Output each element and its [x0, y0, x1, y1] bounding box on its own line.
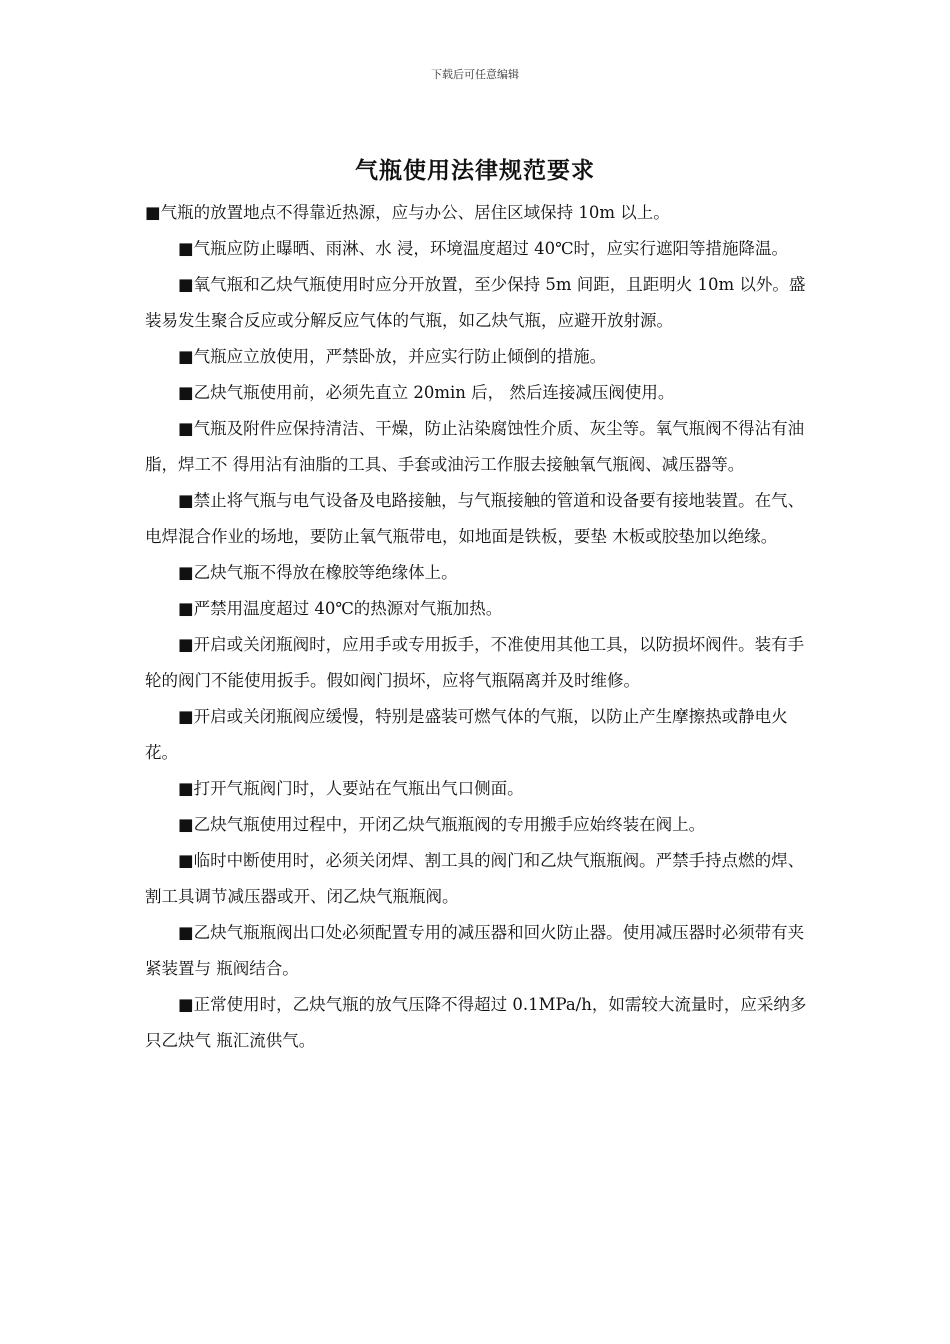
paragraph-10: ■开启或关闭瓶阀时，应用手或专用扳手，不准使用其他工具，以防损坏阀件。装有手轮的阀门不能使用扳手。假如阀门损坏，应将气瓶隔离并及时维修。 [145, 635, 805, 690]
paragraph-5: ■乙炔气瓶使用前，必须先直立 20min 后， 然后连接减压阀使用。 [178, 383, 675, 402]
paragraph-12: ■打开气瓶阀门时，人要站在气瓶出气口侧面。 [178, 779, 524, 798]
paragraph-2: ■气瓶应防止曝晒、雨淋、水 浸，环境温度超过 40℃时，应实行遮阳等措施降温。 [178, 239, 789, 258]
paragraph-9: ■严禁用温度超过 40℃的热源对气瓶加热。 [178, 599, 503, 618]
paragraph-16: ■正常使用时，乙炔气瓶的放气压降不得超过 0.1MPa/h，如需较大流量时，应采纳多只乙炔气 瓶汇流供气。 [145, 995, 807, 1050]
paragraph-6: ■气瓶及附件应保持清洁、干燥，防止沾染腐蚀性介质、灰尘等。氧气瓶阀不得沾有油脂，焊工不 得用沾有油脂的工具、手套或油污工作服去接触氧气瓶阀、减压器等。 [145, 419, 805, 474]
document-title: 气瓶使用法律规范要求 [355, 158, 595, 184]
paragraph-14: ■临时中断使用时，必须关闭焊、割工具的阀门和乙炔气瓶瓶阀。严禁手持点燃的焊、割工具调节减压器或开、闭乙炔气瓶瓶阀。 [145, 851, 805, 906]
paragraph-8: ■乙炔气瓶不得放在橡胶等绝缘体上。 [178, 563, 458, 582]
paragraph-1: ■气瓶的放置地点不得靠近热源，应与办公、居住区域保持 10m 以上。 [145, 203, 670, 222]
paragraph-11: ■开启或关闭瓶阀应缓慢，特别是盛装可燃气体的气瓶，以防止产生摩擦热或静电火花。 [145, 707, 788, 762]
paragraph-15: ■乙炔气瓶瓶阀出口处必须配置专用的减压器和回火防止器。使用减压器时必须带有夹紧装置与 瓶阀结合。 [145, 923, 805, 978]
header-note: 下载后可任意编辑 [431, 68, 519, 81]
paragraph-7: ■禁止将气瓶与电气设备及电路接触，与气瓶接触的管道和设备要有接地装置。在气、电焊混合作业的场地，要防止氧气瓶带电，如地面是铁板，要垫 木板或胶垫加以绝缘。 [145, 491, 805, 546]
paragraph-13: ■乙炔气瓶使用过程中，开闭乙炔气瓶瓶阀的专用搬手应始终装在阀上。 [178, 815, 706, 834]
paragraph-3: ■氧气瓶和乙炔气瓶使用时应分开放置，至少保持 5m 间距，且距明火 10m 以外。盛装易发生聚合反应或分解反应气体的气瓶，如乙炔气瓶，应避开放射源。 [145, 275, 806, 330]
paragraph-4: ■气瓶应立放使用，严禁卧放，并应实行防止倾倒的措施。 [178, 347, 607, 366]
document-body [145, 195, 815, 1059]
